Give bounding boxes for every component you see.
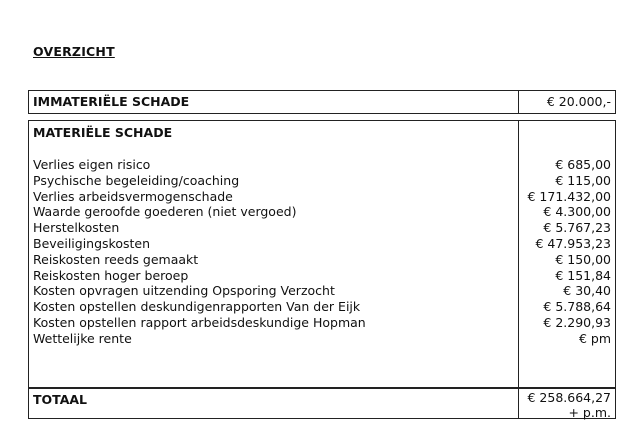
item-amount: € pm [578, 330, 611, 346]
overview-heading: OVERZICHT [33, 44, 115, 59]
list-item [33, 236, 611, 252]
list-item [33, 173, 611, 189]
item-description: Wettelijke rente [33, 330, 132, 346]
item-description: Kosten opstellen deskundigenrapporten Van der Eijk [33, 299, 361, 315]
item-description: Beveiligingskosten [33, 235, 151, 251]
item-description: Herstelkosten [33, 220, 120, 236]
item-amount: € 685,00 [555, 157, 611, 172]
total-amount-suffix: + p.m. [568, 404, 611, 420]
item-amount: € 4.300,00 [543, 204, 611, 220]
item-amount: € 150,00 [555, 251, 611, 267]
item-description: Reiskosten reeds gemaakt [33, 251, 199, 267]
immaterial-damage-amount: € 20.000,- [546, 94, 611, 109]
item-description: Verlies arbeidsvermogenschade [33, 188, 233, 204]
list-item [33, 315, 611, 331]
total-label: TOTAAL [33, 392, 88, 407]
material-damage-list [33, 157, 611, 347]
item-description: Waarde geroofde goederen (niet vergoed) [33, 204, 297, 220]
material-damage-section [28, 120, 616, 388]
immaterial-damage-label: IMMATERIËLE SCHADE [33, 94, 190, 109]
total-amount-block [528, 391, 612, 420]
list-item [33, 189, 611, 205]
item-description: Kosten opvragen uitzending Opsporing Verzocht [33, 283, 335, 299]
item-description: Kosten opstellen rapport arbeidsdeskundige Hopman [33, 314, 366, 330]
item-amount: € 5.767,23 [543, 220, 611, 236]
total-section [28, 388, 616, 419]
item-amount: € 151,84 [555, 267, 611, 283]
list-item [33, 220, 611, 236]
item-description: Verlies eigen risico [33, 157, 151, 172]
column-divider [518, 389, 519, 418]
list-item [33, 299, 611, 315]
item-amount: € 47.953,23 [535, 235, 611, 251]
list-item [33, 252, 611, 268]
item-description: Reiskosten hoger beroep [33, 267, 189, 283]
material-damage-label: MATERIËLE SCHADE [33, 125, 173, 140]
list-item [33, 204, 611, 220]
list-item [33, 157, 611, 173]
column-divider [518, 91, 519, 113]
item-amount: € 115,00 [555, 172, 611, 188]
list-item [33, 283, 611, 299]
list-item [33, 268, 611, 284]
total-amount: € 258.664,27 [527, 390, 611, 405]
item-amount: € 171.432,00 [527, 188, 611, 204]
item-amount: € 5.788,64 [543, 299, 611, 315]
item-amount: € 30,40 [563, 283, 611, 299]
immaterial-damage-section [28, 90, 616, 114]
item-amount: € 2.290,93 [543, 314, 611, 330]
item-description: Psychische begeleiding/coaching [33, 172, 240, 188]
list-item [33, 331, 611, 347]
